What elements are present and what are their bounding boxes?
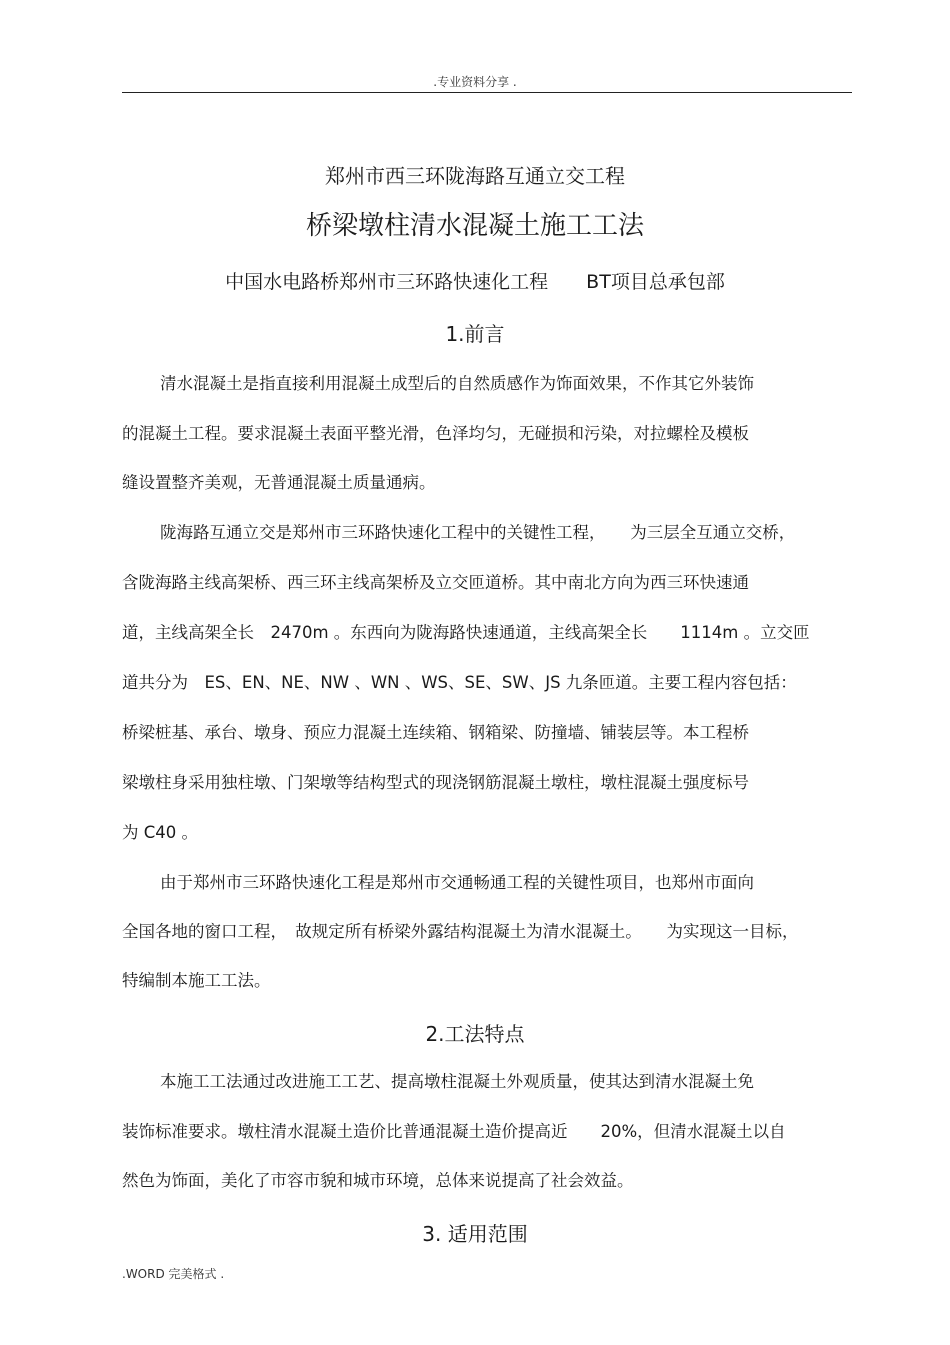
paragraph-line: 的混凝土工程。要求混凝土表面平整光滑，色泽均匀，无碰损和污染，对拉螺栓及模板 — [122, 424, 749, 443]
section-heading-2: 2.工法特点 — [425, 1022, 525, 1046]
paragraph-line: 道共分为 ES、EN、NE、NW 、WN 、WS、SE、SW、JS 九条匝道。主要工程内容包括： — [122, 673, 797, 692]
header-divider — [122, 92, 852, 93]
paragraph-line: 特编制本施工工法。 — [122, 971, 271, 990]
paragraph-line: 为 C40 。 — [122, 823, 199, 842]
page-footer: .WORD 完美格式 . — [122, 1267, 225, 1281]
paragraph-line: 陇海路互通立交是郑州市三环路快速化工程中的关键性工程， 为三层全互通立交桥， — [160, 523, 796, 542]
paragraph-line: 全国各地的窗口工程， 故规定所有桥梁外露结构混凝土为清水混凝土。 为实现这一目标， — [122, 922, 799, 941]
section-heading-1: 1.前言 — [445, 322, 505, 346]
paragraph-line: 然色为饰面，美化了市容市貌和城市环境，总体来说提高了社会效益。 — [122, 1171, 634, 1190]
paragraph-line: 道，主线高架全长 2470m 。东西向为陇海路快速通道，主线高架全长 1114m 。立交匝 — [122, 623, 810, 642]
paragraph-line: 由于郑州市三环路快速化工程是郑州市交通畅通工程的关键性项目，也郑州市面向 — [160, 873, 754, 892]
document-title: 桥梁墩柱清水混凝土施工工法 — [305, 211, 644, 241]
paragraph-line: 含陇海路主线高架桥、西三环主线高架桥及立交匝道桥。其中南北方向为西三环快速通 — [122, 573, 749, 592]
project-title: 郑州市西三环陇海路互通立交工程 — [325, 164, 625, 188]
paragraph-line: 梁墩柱身采用独柱墩、门架墩等结构型式的现浇钢筋混凝土墩柱，墩柱混凝土强度标号 — [122, 773, 749, 792]
section-heading-3: 3. 适用范围 — [422, 1222, 528, 1246]
page-header: .专业资料分享 . — [433, 75, 517, 89]
paragraph-line: 桥梁桩基、承台、墩身、预应力混凝土连续箱、钢箱梁、防撞墙、铺装层等。本工程桥 — [122, 723, 749, 742]
paragraph-line: 清水混凝土是指直接利用混凝土成型后的自然质感作为饰面效果，不作其它外装饰 — [160, 374, 754, 393]
paragraph-line: 缝设置整齐美观，无普通混凝土质量通病。 — [122, 473, 436, 492]
paragraph-line: 装饰标准要求。墩柱清水混凝土造价比普通混凝土造价提高近 20%，但清水混凝土以自 — [122, 1122, 786, 1141]
organization-title: 中国水电路桥郑州市三环路快速化工程 BT项目总承包部 — [225, 271, 725, 293]
paragraph-line: 本施工工法通过改进施工工艺、提高墩柱混凝土外观质量，使其达到清水混凝土免 — [160, 1072, 754, 1091]
